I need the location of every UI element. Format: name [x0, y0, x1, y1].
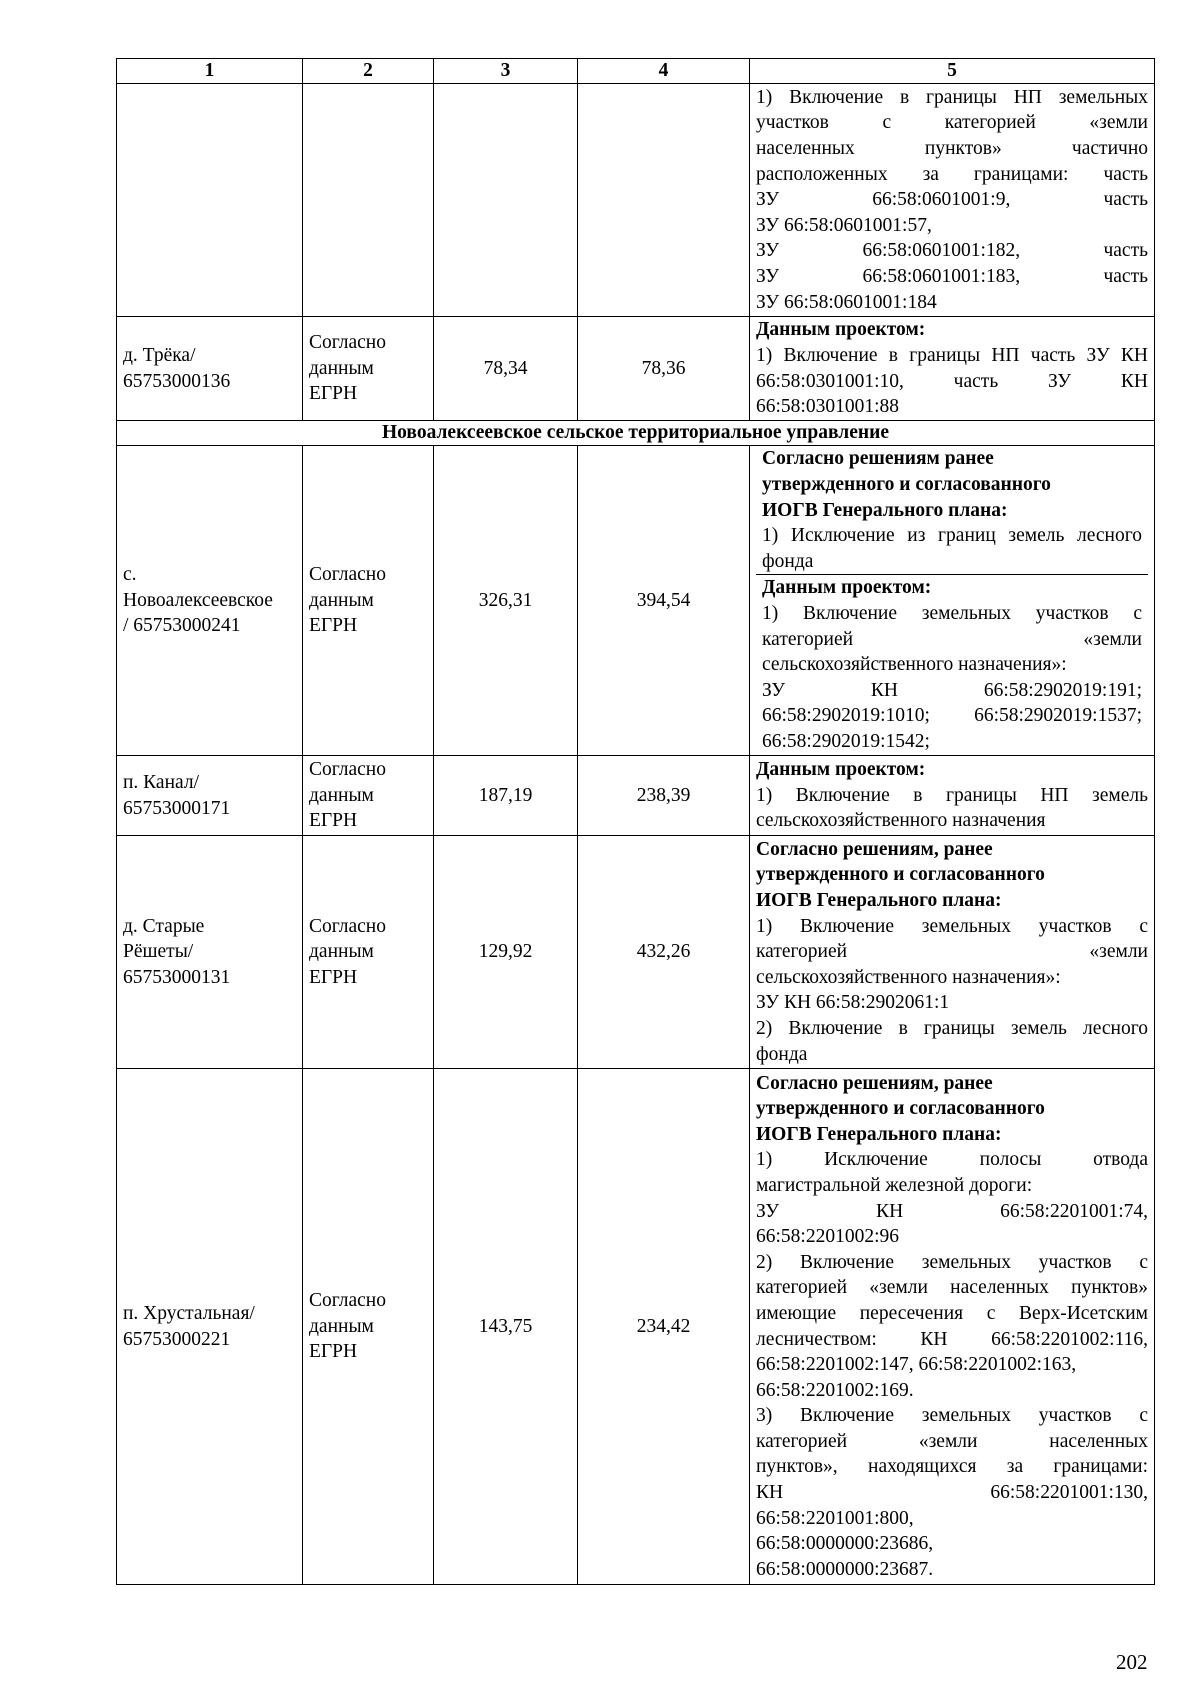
changes-line: 1) Включение в границы НП часть ЗУ КН: [756, 344, 1148, 366]
changes-line: пунктов», находящихся за границами:: [756, 1456, 1148, 1478]
changes-title: утвержденного и согласованного: [756, 864, 1045, 886]
settlements-table: [116, 58, 1155, 1585]
changes-line: 1) Включение в границы НП земель: [756, 784, 1148, 806]
settlement-cell: [117, 1069, 303, 1585]
changes-line: ЗУ 66:58:0601001:184: [756, 291, 937, 313]
changes-title: ИОГВ Генерального плана:: [762, 499, 1008, 521]
changes-line: фонда: [756, 1043, 808, 1065]
source-text: Согласно: [309, 564, 386, 586]
settlement-name: с.: [123, 564, 137, 586]
area-after-cell: 432,26: [578, 836, 750, 1069]
changes-line: фонда: [762, 550, 814, 572]
source-text: ЕГРН: [309, 1341, 358, 1363]
changes-line: магистральной железной дороги:: [756, 1174, 1033, 1196]
changes-line: категорией «земли населенных: [756, 1430, 1148, 1452]
changes-line: 66:58:0000000:23687.: [756, 1558, 934, 1580]
source-cell: [303, 836, 434, 1069]
changes-line: сельскохозяйственного назначения»:: [756, 966, 1061, 988]
changes-line: ЗУ КН 66:58:2201001:74,: [756, 1200, 1148, 1222]
area-before-cell: 143,75: [434, 1069, 578, 1585]
settlement-code: / 65753000241: [123, 615, 241, 637]
area-before-cell: 78,34: [434, 317, 578, 421]
changes-line: населенных пунктов» частично: [756, 138, 1148, 160]
source-text: данным: [309, 1315, 374, 1337]
source-text: ЕГРН: [309, 615, 358, 637]
table-header-row: [117, 59, 1155, 84]
settlement-code: 65753000131: [123, 966, 231, 988]
changes-line: категорией «земли населенных пунктов»: [756, 1277, 1148, 1299]
changes-cell: [750, 317, 1155, 421]
changes-line: 1) Включение земельных участков с: [756, 915, 1148, 937]
table-row: [117, 836, 1155, 1069]
changes-line: КН 66:58:2201001:130,: [756, 1482, 1148, 1504]
settlement-code: 65753000171: [123, 797, 231, 819]
source-text: ЕГРН: [309, 966, 358, 988]
changes-line: ЗУ 66:58:0601001:183, часть: [756, 265, 1148, 287]
settlement-name: п. Хрустальная/: [123, 1302, 255, 1324]
area-before-cell: 187,19: [434, 756, 578, 836]
header-cell-2: 2: [303, 59, 434, 84]
changes-line: 66:58:0301001:88: [756, 396, 900, 418]
source-text: Согласно: [309, 915, 386, 937]
changes-title: ИОГВ Генерального плана:: [756, 1123, 1002, 1145]
changes-line: ЗУ 66:58:0601001:182, часть: [756, 240, 1148, 262]
source-cell: [303, 1069, 434, 1585]
table-row: [117, 317, 1155, 421]
source-text: Согласно: [309, 332, 386, 354]
section-row: [117, 421, 1155, 446]
source-cell: [303, 84, 434, 317]
header-cell-5: 5: [750, 59, 1155, 84]
changes-title: утвержденного и согласованного: [762, 474, 1051, 496]
changes-line: 1) Исключение полосы отвода: [756, 1149, 1148, 1171]
table-row: [117, 84, 1155, 317]
changes-line: ЗУ КН 66:58:2902019:191;: [762, 679, 1142, 701]
changes-line: ЗУ 66:58:0601001:57,: [756, 214, 932, 236]
source-text: ЕГРН: [309, 810, 358, 832]
settlement-name: п. Канал/: [123, 771, 200, 793]
changes-line: категорией «земли: [756, 941, 1148, 963]
settlement-cell: [117, 317, 303, 421]
header-cell-1: 1: [117, 59, 303, 84]
changes-line: 66:58:2201002:96: [756, 1226, 900, 1248]
source-text: Согласно: [309, 1290, 386, 1312]
changes-line: 66:58:2201001:800,: [756, 1507, 914, 1529]
changes-title: Согласно решениям, ранее: [756, 838, 993, 860]
this-project-part: [756, 574, 1148, 754]
changes-title: утвержденного и согласованного: [756, 1098, 1045, 1120]
changes-line: лесничеством: КН 66:58:2201002:116,: [756, 1328, 1148, 1350]
changes-line: ЗУ КН 66:58:2902061:1: [756, 992, 950, 1014]
source-text: ЕГРН: [309, 383, 358, 405]
changes-line: 66:58:0301001:10, часть ЗУ КН: [756, 370, 1148, 392]
previous-plan-part: [756, 446, 1148, 574]
area-after-cell: 394,54: [578, 446, 750, 756]
changes-line: категорией «земли: [762, 628, 1142, 650]
changes-line: расположенных за границами: часть: [756, 163, 1148, 185]
table-row: [117, 446, 1155, 756]
area-after-cell: 234,42: [578, 1069, 750, 1585]
changes-cell: [750, 446, 1155, 756]
changes-cell: [750, 836, 1155, 1069]
area-before-cell: 326,31: [434, 446, 578, 756]
settlement-cell: [117, 836, 303, 1069]
source-text: данным: [309, 941, 374, 963]
header-cell-4: 4: [578, 59, 750, 84]
source-text: данным: [309, 357, 374, 379]
area-before-cell: [434, 84, 578, 317]
table-row: [117, 756, 1155, 836]
changes-line: 66:58:2201002:147, 66:58:2201002:163,: [756, 1354, 1077, 1376]
changes-line: 66:58:2902019:1542;: [762, 730, 930, 752]
table-row: [117, 1069, 1155, 1585]
settlement-cell: [117, 84, 303, 317]
changes-cell: [750, 1069, 1155, 1585]
area-after-cell: 78,36: [578, 317, 750, 421]
settlement-name: Рёшеты/: [123, 941, 194, 963]
page-number: 202: [1116, 1650, 1148, 1674]
changes-title: Согласно решениям ранее: [762, 448, 994, 470]
settlement-cell: [117, 446, 303, 756]
changes-title: Данным проектом:: [756, 759, 926, 781]
changes-line: участков с категорией «земли: [756, 112, 1148, 134]
settlement-name: Новоалексеевское: [123, 589, 273, 611]
source-cell: [303, 446, 434, 756]
changes-line: 66:58:2902019:1010; 66:58:2902019:1537;: [762, 705, 1142, 727]
changes-line: 3) Включение земельных участков с: [756, 1405, 1148, 1427]
changes-line: 66:58:0000000:23686,: [756, 1533, 934, 1555]
changes-title: Данным проектом:: [756, 319, 926, 341]
source-text: данным: [309, 589, 374, 611]
changes-line: 1) Исключение из границ земель лесного: [762, 525, 1142, 547]
changes-title: Данным проектом:: [762, 577, 932, 599]
changes-line: 1) Включение в границы НП земельных: [756, 86, 1148, 108]
changes-line: 66:58:2201002:169.: [756, 1379, 914, 1401]
area-after-cell: [578, 84, 750, 317]
changes-line: 2) Включение земельных участков с: [756, 1251, 1148, 1273]
source-text: данным: [309, 784, 374, 806]
settlement-cell: [117, 756, 303, 836]
header-cell-3: 3: [434, 59, 578, 84]
settlement-code: 65753000136: [123, 370, 231, 392]
changes-line: 1) Включение земельных участков с: [762, 603, 1142, 624]
changes-line: имеющие пересечения с Верх-Исетским: [756, 1302, 1148, 1324]
changes-cell: [750, 84, 1155, 317]
area-before-cell: 129,92: [434, 836, 578, 1069]
area-after-cell: 238,39: [578, 756, 750, 836]
source-text: Согласно: [309, 759, 386, 781]
settlement-code: 65753000221: [123, 1328, 231, 1350]
changes-line: сельскохозяйственного назначения: [756, 810, 1046, 832]
section-title: Новоалексеевское сельское территориальное управление: [117, 421, 1155, 446]
changes-title: Согласно решениям, ранее: [756, 1072, 993, 1094]
changes-line: 2) Включение в границы земель лесного: [756, 1017, 1148, 1039]
source-cell: [303, 317, 434, 421]
changes-title: ИОГВ Генерального плана:: [756, 890, 1002, 912]
settlement-name: д. Трёка/: [123, 344, 196, 366]
changes-cell: [750, 756, 1155, 836]
changes-line: ЗУ 66:58:0601001:9, часть: [756, 189, 1148, 211]
settlement-name: д. Старые: [123, 915, 205, 937]
changes-line: сельскохозяйственного назначения»:: [762, 654, 1067, 676]
source-cell: [303, 756, 434, 836]
